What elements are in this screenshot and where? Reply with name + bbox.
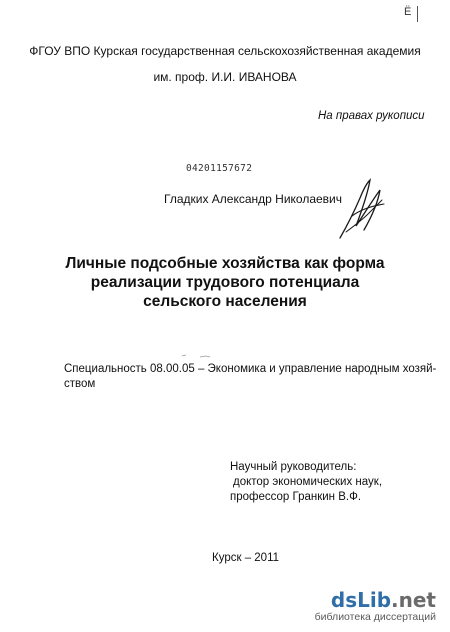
specialty-line-2: ством (64, 378, 96, 390)
dissertation-title (0, 254, 450, 311)
specialty-block (64, 362, 436, 392)
supervisor-degree: доктор экономических наук, (233, 476, 383, 488)
dslib-watermark (315, 590, 436, 623)
pencil-mark-graphic (180, 352, 220, 360)
supervisor-name: профессор Гранкин В.Ф. (230, 491, 362, 503)
signature-graphic (334, 176, 394, 246)
watermark-brand (315, 590, 436, 610)
title-line-2: реализации трудового потенциала (90, 274, 360, 291)
specialty-line-1: Специальность 08.00.05 – Экономика и управление народным хозяй- (64, 363, 437, 375)
institution-named-after: им. проф. И.И. ИВАНОВА (153, 70, 297, 84)
corner-mark-stroke (417, 6, 418, 22)
faint-pencil-marks (180, 352, 220, 362)
watermark-brand-part1: dsLib (330, 588, 392, 612)
watermark-subtitle: библиотека диссертаций (314, 611, 436, 623)
watermark-brand-part2: .net (391, 588, 436, 612)
title-line-3: сельского населения (143, 293, 307, 310)
manuscript-rights-note: На правах рукописи (318, 110, 425, 122)
institution-name: ФГОУ ВПО Курская государственная сельскохозяйственная академия (29, 44, 421, 58)
supervisor-role: Научный руководитель: (230, 461, 357, 473)
corner-mark-text: Ё (404, 6, 412, 18)
author-name: Гладких Александр Николаевич (164, 192, 343, 206)
registration-number: 04201157672 (186, 163, 253, 174)
supervisor-block (230, 460, 382, 505)
place-and-year: Курск – 2011 (212, 552, 280, 564)
title-line-1: Личные подсобные хозяйства как форма (65, 255, 385, 272)
corner-handwritten-mark (404, 6, 418, 22)
handwritten-signature (334, 176, 394, 251)
